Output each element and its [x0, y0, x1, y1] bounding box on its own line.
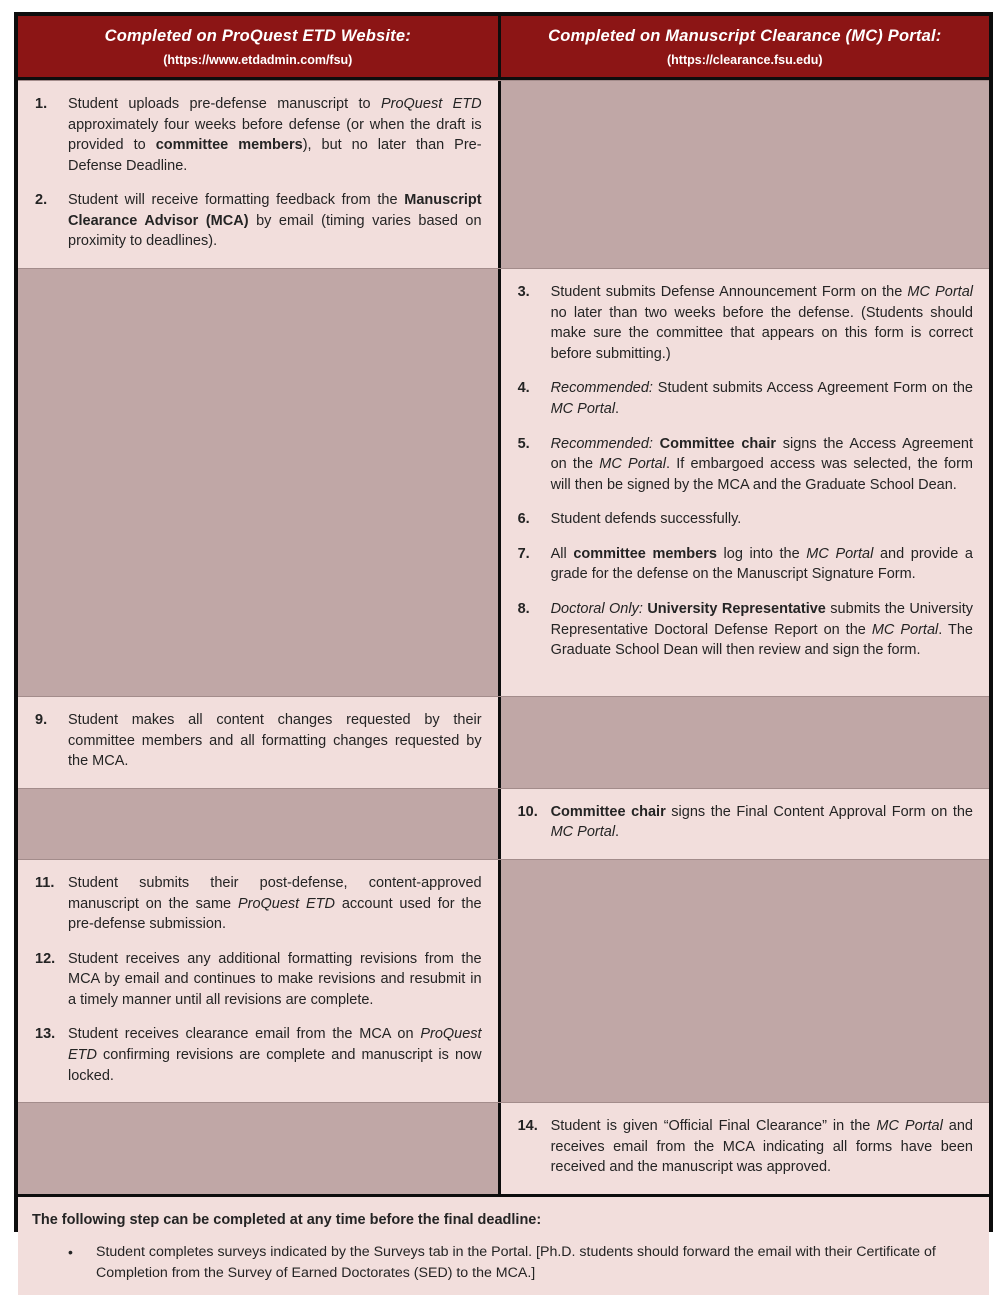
cell-etd-steps-11-13 [18, 860, 501, 1102]
cell-empty [501, 81, 989, 268]
step-text: Student uploads pre-defense manuscript to ProQuest ETD approximately four weeks before defense (or when the draft is provided to committee members), but no later than Pre-Defense Deadline. [68, 96, 482, 174]
step-text: Doctoral Only: University Representative submits the University Representative Doctoral Defense Report on the MC Portal. The Graduate School Dean will then review and sign the form. [550, 600, 973, 659]
process-step [518, 378, 973, 419]
table-row-step-10 [18, 788, 989, 859]
footer-heading: The following step can be completed at any time before the final deadline: [32, 1211, 542, 1228]
table-header-row [18, 16, 989, 80]
step-number: 9. [35, 712, 48, 729]
cell-etd-step-9 [18, 697, 501, 788]
table-row-step-14 [18, 1102, 989, 1194]
step-number: 13. [35, 1026, 56, 1043]
table-row-steps-11-13 [18, 859, 989, 1102]
table-row-step-9 [18, 696, 989, 788]
cell-empty [501, 697, 989, 788]
step-text: Student receives any additional formatting revisions from the MCA by email and continues to make revisions and resubmit in a timely manner until all revisions are complete. [68, 950, 482, 1008]
step-text: All committee members log into the MC Portal and provide a grade for the defense on the Manuscript Signature Form. [550, 545, 973, 583]
process-step [35, 1024, 482, 1086]
process-step [518, 509, 973, 530]
header-title-mc-portal: Completed on Manuscript Clearance (MC) Portal: [548, 26, 942, 45]
process-step [35, 949, 482, 1011]
cell-empty [501, 860, 989, 1102]
cell-empty [18, 1103, 501, 1194]
step-number: 2. [35, 192, 48, 209]
header-url-mc-portal: (https://clearance.fsu.edu) [666, 52, 823, 67]
process-step [35, 710, 482, 772]
step-number: 5. [517, 435, 530, 452]
step-text: Committee chair signs the Final Content Approval Form on the MC Portal. [550, 803, 973, 841]
footer-note-row [18, 1194, 989, 1295]
step-text: Student is given “Official Final Clearance” in the MC Portal and receives email from the MCA indicating all forms have been received and the manuscript was approved. [550, 1118, 973, 1176]
process-step [35, 873, 482, 935]
step-number: 4. [517, 380, 530, 397]
header-title-proquest-etd: Completed on ProQuest ETD Website: [104, 26, 411, 45]
table-row-steps-1-2 [18, 80, 989, 268]
manuscript-clearance-steps-table [14, 12, 993, 1282]
step-text: Recommended: Student submits Access Agreement Form on the MC Portal. [550, 380, 973, 417]
process-step [518, 544, 973, 585]
cell-mc-steps-3-8 [501, 269, 989, 696]
table-row-steps-3-8 [18, 268, 989, 696]
step-text: Student submits their post-defense, content-approved manuscript on the same ProQuest ETD account used for the pre-defense submission. [68, 874, 482, 933]
process-step [518, 434, 973, 496]
cell-mc-step-10 [501, 789, 989, 859]
step-text: Student will receive formatting feedback from the Manuscript Clearance Advisor (MCA) by email (timing varies based on proximity to deadlines). [68, 192, 482, 250]
bullet-icon: • [68, 1244, 73, 1261]
step-number: 14. [517, 1118, 538, 1135]
process-step [518, 1116, 973, 1178]
step-number: 3. [517, 284, 530, 301]
footer-bullet-item [32, 1242, 971, 1285]
process-step [518, 599, 973, 661]
step-text: Student submits Defense Announcement Form on the MC Portal no later than two weeks before the defense. (Students should make sure the committee that appears on this form is correct before submitting.) [550, 284, 973, 362]
step-number: 12. [35, 950, 56, 967]
step-number: 8. [517, 600, 530, 617]
process-step [518, 802, 973, 843]
footer-bullet-text: Student completes surveys indicated by the Surveys tab in the Portal. [Ph.D. students should forward the email with their Certificate of Completion from the Survey of Earned Doctorates (SED) to the MCA.] [96, 1244, 936, 1282]
cell-empty [18, 789, 501, 859]
step-text: Student defends successfully. [550, 511, 742, 528]
cell-empty [18, 269, 501, 696]
header-url-proquest-etd: (https://www.etdadmin.com/fsu) [163, 52, 353, 67]
header-cell-proquest-etd [18, 16, 501, 77]
header-cell-mc-portal [501, 16, 989, 77]
step-number: 1. [35, 96, 48, 112]
step-number: 11. [35, 874, 55, 891]
step-text: Recommended: Committee chair signs the Access Agreement on the MC Portal. If embargoed access was selected, the form will then be signed by the MCA and the Graduate School Dean. [550, 435, 974, 493]
process-step [518, 282, 973, 364]
cell-mc-step-14 [501, 1103, 989, 1194]
step-number: 10. [517, 803, 538, 820]
step-number: 6. [517, 511, 530, 528]
step-text: Student makes all content changes requested by their committee members and all formatting changes requested by the MCA. [68, 712, 482, 770]
step-text: Student receives clearance email from the MCA on ProQuest ETD confirming revisions are complete and manuscript is now locked. [68, 1026, 482, 1084]
step-number: 7. [517, 545, 530, 562]
process-step [35, 190, 482, 252]
cell-etd-steps-1-2 [18, 81, 501, 268]
process-step [35, 94, 482, 176]
